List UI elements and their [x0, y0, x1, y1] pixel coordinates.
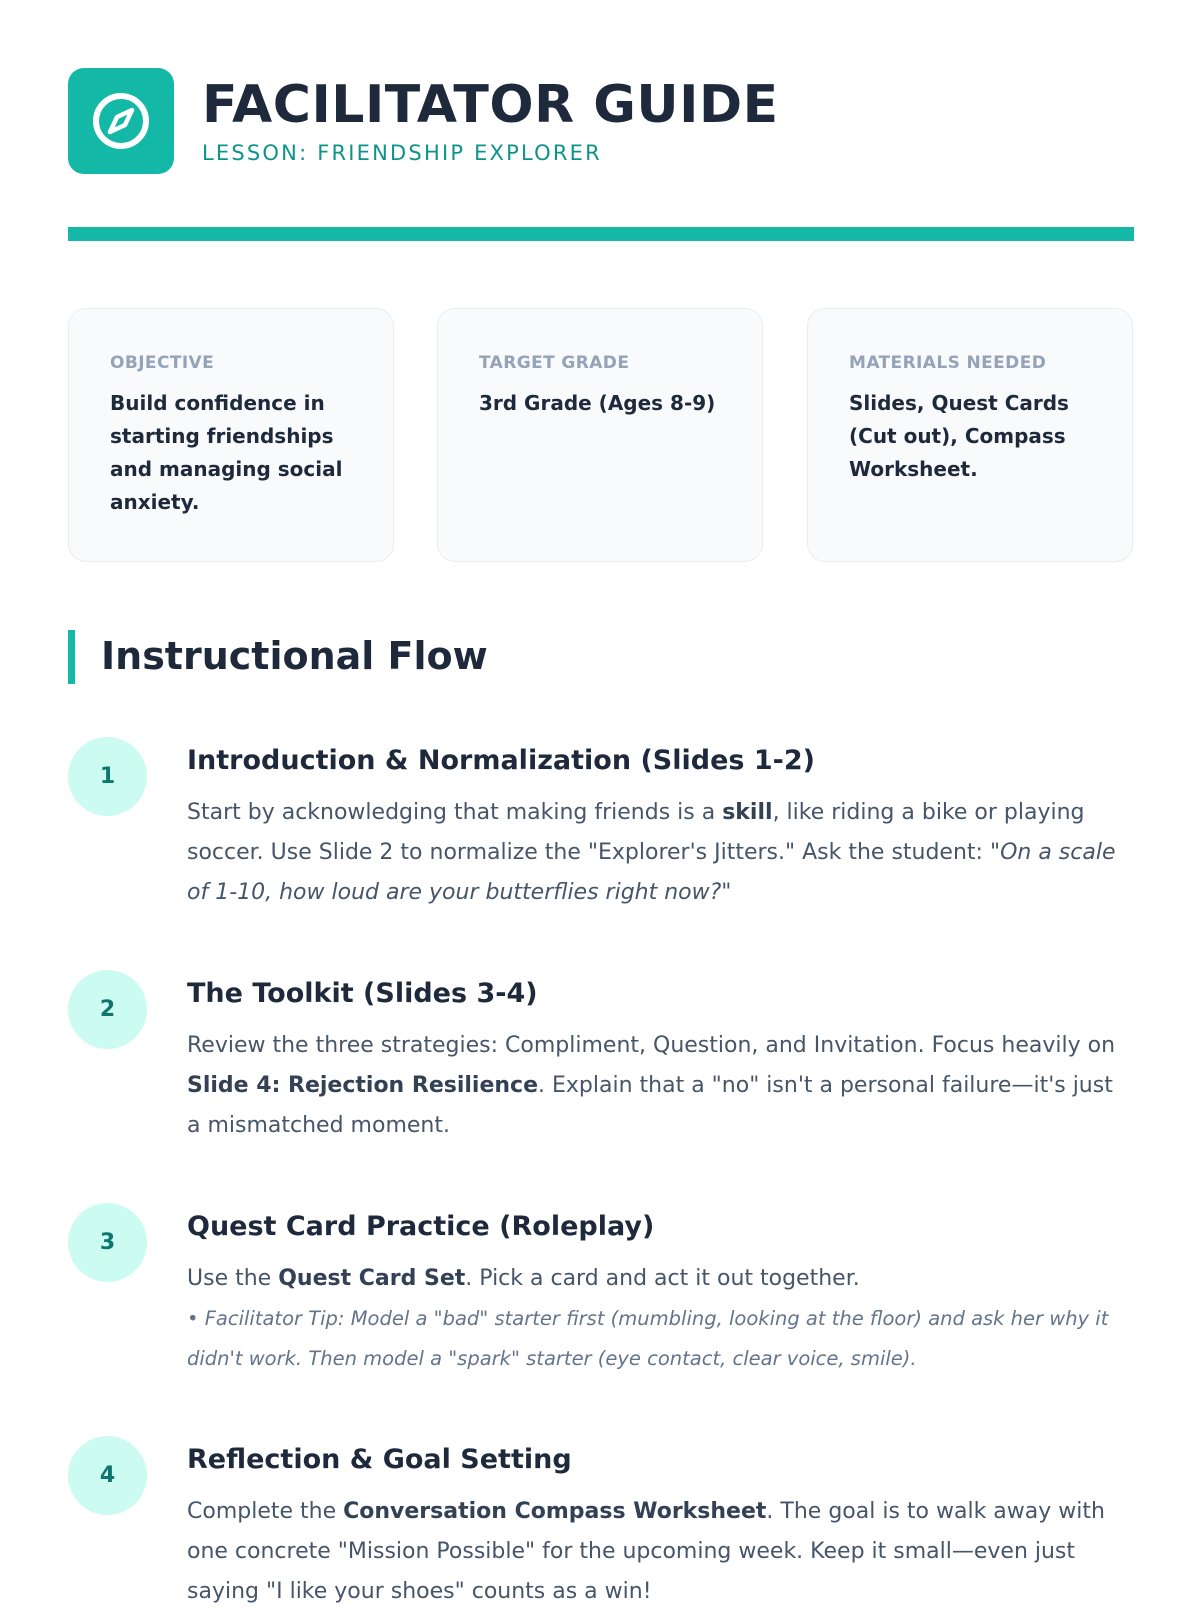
card-label: MATERIALS NEEDED	[849, 353, 1047, 373]
header-divider	[68, 227, 1134, 241]
target-grade-card	[437, 308, 763, 562]
objective-card	[68, 308, 394, 562]
section-title: Instructional Flow	[101, 634, 488, 678]
card-value: Slides, Quest Cards (Cut out), Compass Worksheet.	[849, 391, 1069, 481]
step-title: Quest Card Practice (Roleplay)	[187, 1211, 655, 1242]
card-value: 3rd Grade (Ages 8-9)	[479, 391, 716, 415]
compass-icon	[89, 89, 153, 153]
guide-header	[68, 68, 1132, 174]
step-body	[187, 1436, 1132, 1612]
step-description: Use the Quest Card Set. Pick a card and act it out together.	[187, 1266, 860, 1291]
step-title: Introduction & Normalization (Slides 1-2)	[187, 745, 815, 776]
lesson-subtitle: LESSON: FRIENDSHIP EXPLORER	[202, 141, 602, 165]
step-description: Complete the Conversation Compass Worksheet. The goal is to walk away with one concrete "Mission Possible" for the upcoming week. Keep it small—even just saying "I like your shoes" counts as a win!	[187, 1499, 1105, 1604]
step-body	[187, 1203, 1132, 1379]
facilitator-tip: • Facilitator Tip: Model a "bad" starter first (mumbling, looking at the floor) and ask her why it didn't work. Then model a "spark" starter (eye contact, clear voice, smile).	[187, 1307, 1109, 1370]
card-value: Build confidence in starting friendships and managing social anxiety.	[110, 391, 343, 514]
step-number-badge: 4	[68, 1436, 147, 1515]
step-body	[187, 737, 1132, 913]
step-number-badge: 1	[68, 737, 147, 816]
logo-badge	[68, 68, 174, 174]
step-number-badge: 3	[68, 1203, 147, 1282]
step-title: Reflection & Goal Setting	[187, 1444, 572, 1475]
page-title: FACILITATOR GUIDE	[202, 75, 779, 135]
step-number-badge: 2	[68, 970, 147, 1049]
step-title: The Toolkit (Slides 3-4)	[187, 978, 538, 1009]
step-description: Start by acknowledging that making friends is a skill, like riding a bike or playing soccer. Use Slide 2 to normalize the "Explorer's Jitters." Ask the student: "On a scale of 1-10, how loud are your butterflies right now?"	[187, 800, 1116, 905]
materials-card	[807, 308, 1133, 562]
section-accent-bar	[68, 630, 75, 684]
card-label: TARGET GRADE	[479, 353, 630, 373]
card-label: OBJECTIVE	[110, 353, 215, 373]
section-heading	[68, 630, 1132, 684]
info-cards	[68, 308, 1134, 564]
step-description: Review the three strategies: Compliment, Question, and Invitation. Focus heavily on Slide 4: Rejection Resilience. Explain that a "no" isn't a personal failure—it's just a mismatched moment.	[187, 1033, 1116, 1138]
step-body	[187, 970, 1132, 1146]
